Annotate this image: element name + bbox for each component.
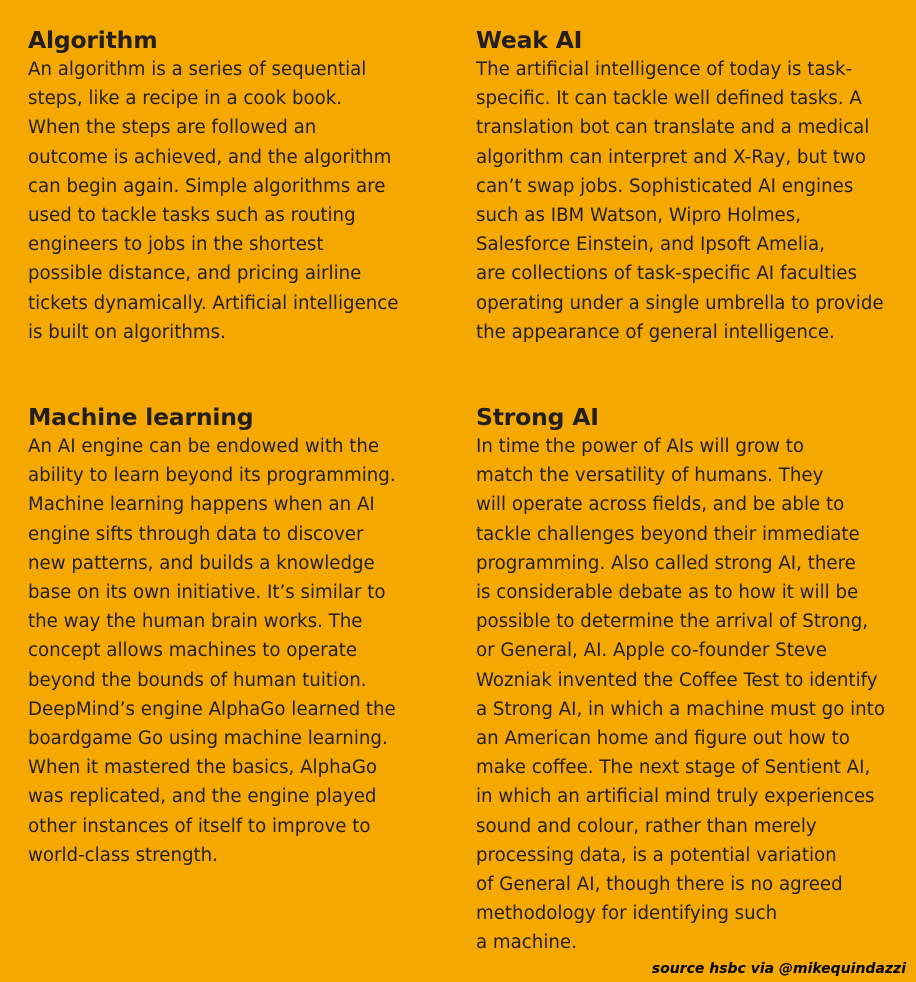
section-body-strong-ai — [476, 432, 896, 958]
body-line: When the steps are followed an — [28, 117, 317, 139]
body-line: engine sifts through data to discover — [28, 523, 364, 545]
body-line: are collections of task-specific AI faculties — [476, 263, 857, 285]
body-line: an American home and figure out how to — [476, 728, 850, 750]
body-line: An algorithm is a series of sequential — [28, 59, 367, 80]
body-line: beyond the bounds of human tuition. — [28, 669, 367, 691]
body-line: possible to determine the arrival of Strong, — [476, 611, 869, 633]
body-line: a Strong AI, in which a machine must go into — [476, 698, 885, 720]
body-line: In time the power of AIs will grow to — [476, 436, 805, 457]
source-credit: source hsbc via @mikequindazzi — [651, 961, 906, 977]
section-strong-ai — [476, 403, 896, 958]
body-line: programming. Also called strong AI, there — [476, 552, 856, 574]
section-title-algorithm: Algorithm — [28, 26, 158, 54]
section-algorithm — [28, 26, 448, 347]
body-line: base on its own initiative. It’s similar to — [28, 582, 386, 604]
body-line: used to tackle tasks such as routing — [28, 205, 356, 227]
body-line: Machine learning happens when an AI — [28, 494, 375, 516]
section-title-weak-ai: Weak AI — [476, 26, 583, 54]
body-line: other instances of itself to improve to — [28, 815, 371, 837]
body-line: can begin again. Simple algorithms are — [28, 175, 386, 197]
body-line: tackle challenges beyond their immediate — [476, 523, 860, 545]
body-line: possible distance, and pricing airline — [28, 263, 362, 285]
body-line: outcome is achieved, and the algorithm — [28, 146, 392, 168]
body-line: operating under a single umbrella to provide — [476, 292, 884, 314]
body-line: such as IBM Watson, Wipro Holmes, — [476, 205, 802, 227]
section-body-weak-ai — [476, 55, 896, 347]
body-line: The artificial intelligence of today is task- — [476, 59, 853, 80]
body-line: is built on algorithms. — [28, 321, 226, 343]
body-line: match the versatility of humans. They — [476, 465, 824, 487]
body-line: in which an artificial mind truly experiences — [476, 786, 875, 808]
body-line: sound and colour, rather than merely — [476, 815, 817, 837]
body-line: will operate across fields, and be able to — [476, 494, 845, 516]
body-line: can’t swap jobs. Sophisticated AI engines — [476, 175, 854, 197]
body-line: concept allows machines to operate — [28, 640, 358, 662]
section-machine-learning — [28, 403, 448, 870]
body-line: methodology for identifying such — [476, 903, 778, 925]
body-line: boardgame Go using machine learning. — [28, 728, 388, 750]
body-line: translation bot can translate and a medical — [476, 117, 870, 139]
body-line: DeepMind’s engine AlphaGo learned the — [28, 698, 396, 720]
section-weak-ai — [476, 26, 896, 347]
body-line: tickets dynamically. Artificial intelligence — [28, 292, 399, 314]
body-line: of General AI, though there is no agreed — [476, 874, 843, 896]
body-line: An AI engine can be endowed with the — [28, 436, 380, 457]
body-line: the appearance of general intelligence. — [476, 321, 835, 343]
section-body-machine-learning — [28, 432, 448, 870]
section-title-machine-learning: Machine learning — [28, 403, 254, 431]
body-line: the way the human brain works. The — [28, 611, 363, 633]
body-line: make coffee. The next stage of Sentient AI, — [476, 757, 871, 779]
body-line: processing data, is a potential variation — [476, 844, 837, 866]
body-line: new patterns, and builds a knowledge — [28, 552, 375, 574]
body-line: world-class strength. — [28, 844, 218, 866]
body-line: or General, AI. Apple co-founder Steve — [476, 640, 827, 662]
body-line: was replicated, and the engine played — [28, 786, 377, 808]
body-line: steps, like a recipe in a cook book. — [28, 88, 343, 110]
body-line: When it mastered the basics, AlphaGo — [28, 757, 378, 779]
body-line: a machine. — [476, 932, 577, 954]
section-body-algorithm — [28, 55, 448, 347]
body-line: Salesforce Einstein, and Ipsoft Amelia, — [476, 234, 825, 256]
body-line: ability to learn beyond its programming. — [28, 465, 396, 487]
section-title-strong-ai: Strong AI — [476, 403, 599, 431]
body-line: engineers to jobs in the shortest — [28, 234, 324, 256]
body-line: Wozniak invented the Coffee Test to identify — [476, 669, 878, 691]
body-line: is considerable debate as to how it will be — [476, 582, 859, 604]
body-line: algorithm can interpret and X-Ray, but two — [476, 146, 867, 168]
body-line: specific. It can tackle well defined tasks. A — [476, 88, 862, 110]
